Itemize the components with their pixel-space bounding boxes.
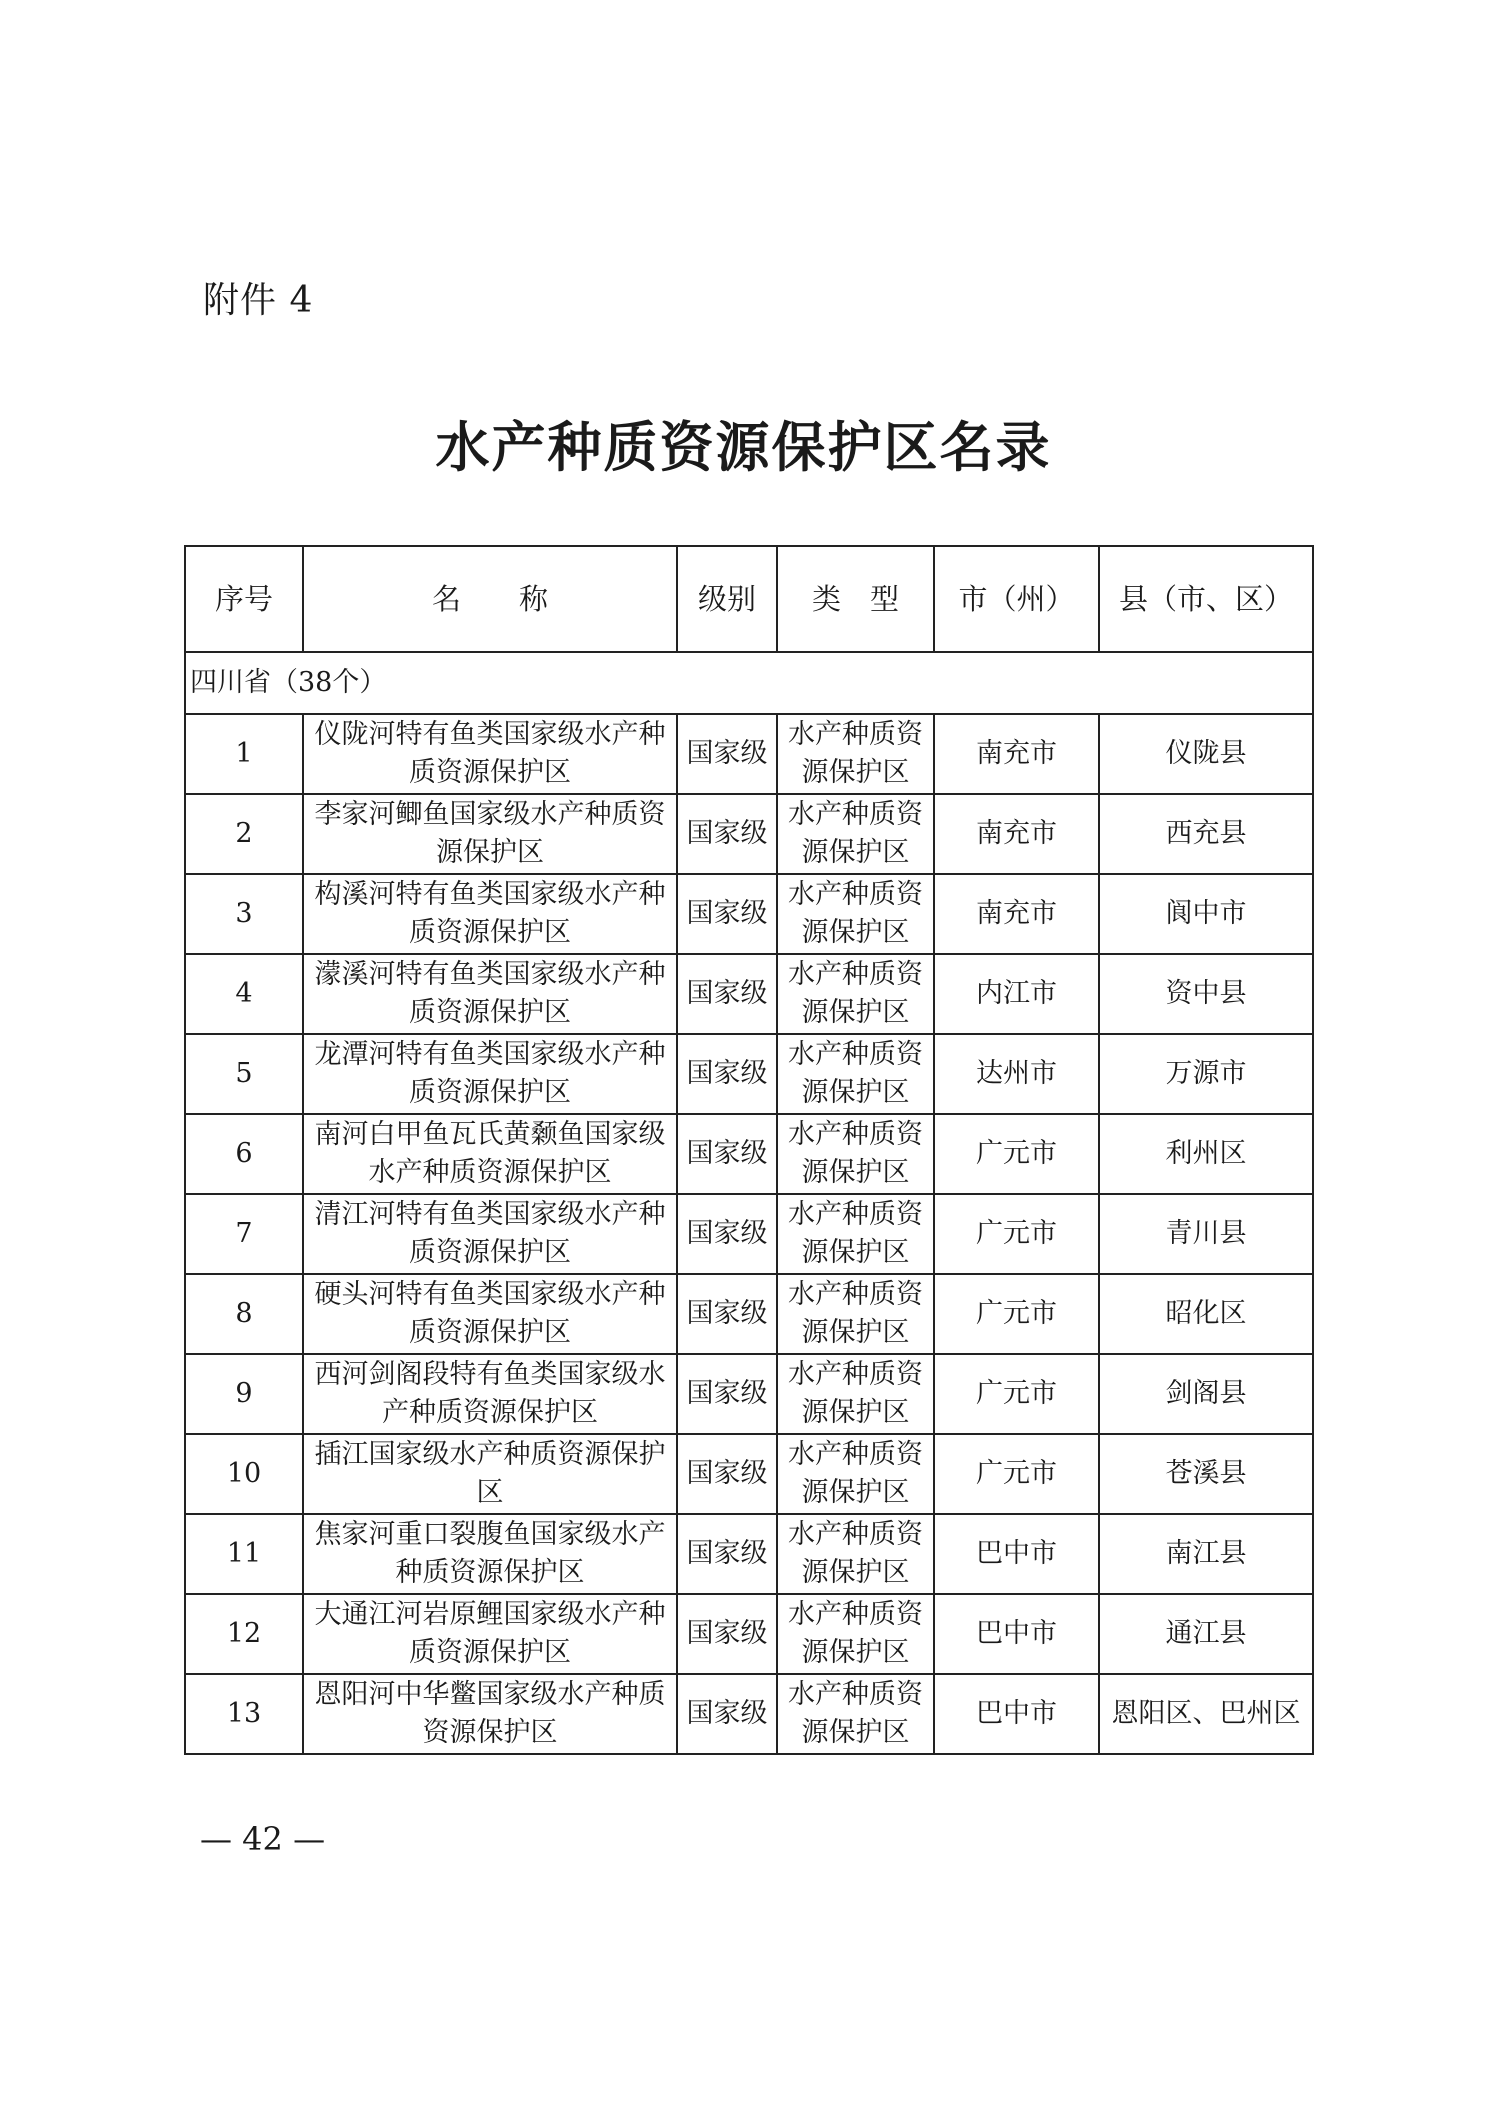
cell-city: 广元市 [934,1274,1099,1354]
cell-county: 恩阳区、巴州区 [1099,1674,1313,1754]
cell-city: 巴中市 [934,1594,1099,1674]
cell-name: 清江河特有鱼类国家级水产种质资源保护区 [303,1194,677,1274]
cell-city: 南充市 [934,874,1099,954]
cell-name: 南河白甲鱼瓦氏黄颡鱼国家级水产种质资源保护区 [303,1114,677,1194]
cell-name: 濛溪河特有鱼类国家级水产种质资源保护区 [303,954,677,1034]
cell-county: 通江县 [1099,1594,1313,1674]
cell-county: 苍溪县 [1099,1434,1313,1514]
attachment-label: 附件 4 [203,280,314,321]
cell-city: 广元市 [934,1114,1099,1194]
header-city: 市（州） [934,546,1099,652]
cell-type: 水产种质资源保护区 [777,1594,934,1674]
cell-type: 水产种质资源保护区 [777,1194,934,1274]
header-level: 级别 [677,546,777,652]
header-county: 县（市、区） [1099,546,1313,652]
cell-level: 国家级 [677,954,777,1034]
cell-county: 阆中市 [1099,874,1313,954]
table-row [185,1674,1313,1754]
cell-type: 水产种质资源保护区 [777,1114,934,1194]
cell-level: 国家级 [677,1594,777,1674]
cell-county: 西充县 [1099,794,1313,874]
cell-county: 剑阁县 [1099,1354,1313,1434]
cell-level: 国家级 [677,874,777,954]
cell-name: 构溪河特有鱼类国家级水产种质资源保护区 [303,874,677,954]
cell-seq: 6 [185,1114,303,1194]
cell-type: 水产种质资源保护区 [777,1274,934,1354]
cell-type: 水产种质资源保护区 [777,874,934,954]
cell-county: 南江县 [1099,1514,1313,1594]
cell-seq: 5 [185,1034,303,1114]
cell-city: 广元市 [934,1434,1099,1514]
cell-county: 资中县 [1099,954,1313,1034]
cell-level: 国家级 [677,1434,777,1514]
cell-type: 水产种质资源保护区 [777,1354,934,1434]
cell-seq: 7 [185,1194,303,1274]
cell-type: 水产种质资源保护区 [777,1434,934,1514]
table-row [185,1034,1313,1114]
cell-type: 水产种质资源保护区 [777,1674,934,1754]
table-row [185,1594,1313,1674]
cell-type: 水产种质资源保护区 [777,954,934,1034]
cell-seq: 10 [185,1434,303,1514]
cell-county: 仪陇县 [1099,714,1313,794]
cell-name: 插江国家级水产种质资源保护区 [303,1434,677,1514]
table-row [185,954,1313,1034]
cell-name: 大通江河岩原鲤国家级水产种质资源保护区 [303,1594,677,1674]
cell-type: 水产种质资源保护区 [777,1034,934,1114]
cell-seq: 3 [185,874,303,954]
cell-seq: 2 [185,794,303,874]
cell-level: 国家级 [677,1034,777,1114]
cell-type: 水产种质资源保护区 [777,714,934,794]
cell-city: 内江市 [934,954,1099,1034]
cell-type: 水产种质资源保护区 [777,794,934,874]
cell-seq: 8 [185,1274,303,1354]
table-row [185,1114,1313,1194]
table-row [185,1514,1313,1594]
table-row [185,714,1313,794]
cell-level: 国家级 [677,1194,777,1274]
table-row [185,1434,1313,1514]
cell-county: 昭化区 [1099,1274,1313,1354]
cell-county: 青川县 [1099,1194,1313,1274]
table-row [185,794,1313,874]
cell-name: 西河剑阁段特有鱼类国家级水产种质资源保护区 [303,1354,677,1434]
cell-city: 南充市 [934,794,1099,874]
cell-city: 巴中市 [934,1514,1099,1594]
table-row [185,1194,1313,1274]
cell-type: 水产种质资源保护区 [777,1514,934,1594]
cell-level: 国家级 [677,714,777,794]
table-row [185,1274,1313,1354]
cell-seq: 12 [185,1594,303,1674]
table-row [185,874,1313,954]
cell-city: 巴中市 [934,1674,1099,1754]
cell-seq: 1 [185,714,303,794]
cell-name: 恩阳河中华鳖国家级水产种质资源保护区 [303,1674,677,1754]
cell-level: 国家级 [677,1674,777,1754]
cell-level: 国家级 [677,1514,777,1594]
cell-name: 硬头河特有鱼类国家级水产种质资源保护区 [303,1274,677,1354]
reserve-table [184,545,1314,1755]
cell-city: 广元市 [934,1194,1099,1274]
header-name: 名 称 [303,546,677,652]
cell-name: 李家河鲫鱼国家级水产种质资源保护区 [303,794,677,874]
cell-name: 龙潭河特有鱼类国家级水产种质资源保护区 [303,1034,677,1114]
cell-seq: 9 [185,1354,303,1434]
cell-city: 广元市 [934,1354,1099,1434]
cell-level: 国家级 [677,1114,777,1194]
cell-level: 国家级 [677,1354,777,1434]
cell-city: 南充市 [934,714,1099,794]
page-number: — 42 — [200,1820,326,1858]
header-seq: 序号 [185,546,303,652]
cell-seq: 4 [185,954,303,1034]
province-label: 四川省（38个） [185,652,1313,714]
cell-seq: 13 [185,1674,303,1754]
cell-county: 利州区 [1099,1114,1313,1194]
table-header-row [185,546,1313,652]
cell-name: 仪陇河特有鱼类国家级水产种质资源保护区 [303,714,677,794]
cell-name: 焦家河重口裂腹鱼国家级水产种质资源保护区 [303,1514,677,1594]
page-title: 水产种质资源保护区名录 [435,415,1052,479]
cell-county: 万源市 [1099,1034,1313,1114]
cell-level: 国家级 [677,794,777,874]
cell-city: 达州市 [934,1034,1099,1114]
cell-level: 国家级 [677,1274,777,1354]
cell-seq: 11 [185,1514,303,1594]
header-type: 类 型 [777,546,934,652]
province-row [185,652,1313,714]
table-row [185,1354,1313,1434]
